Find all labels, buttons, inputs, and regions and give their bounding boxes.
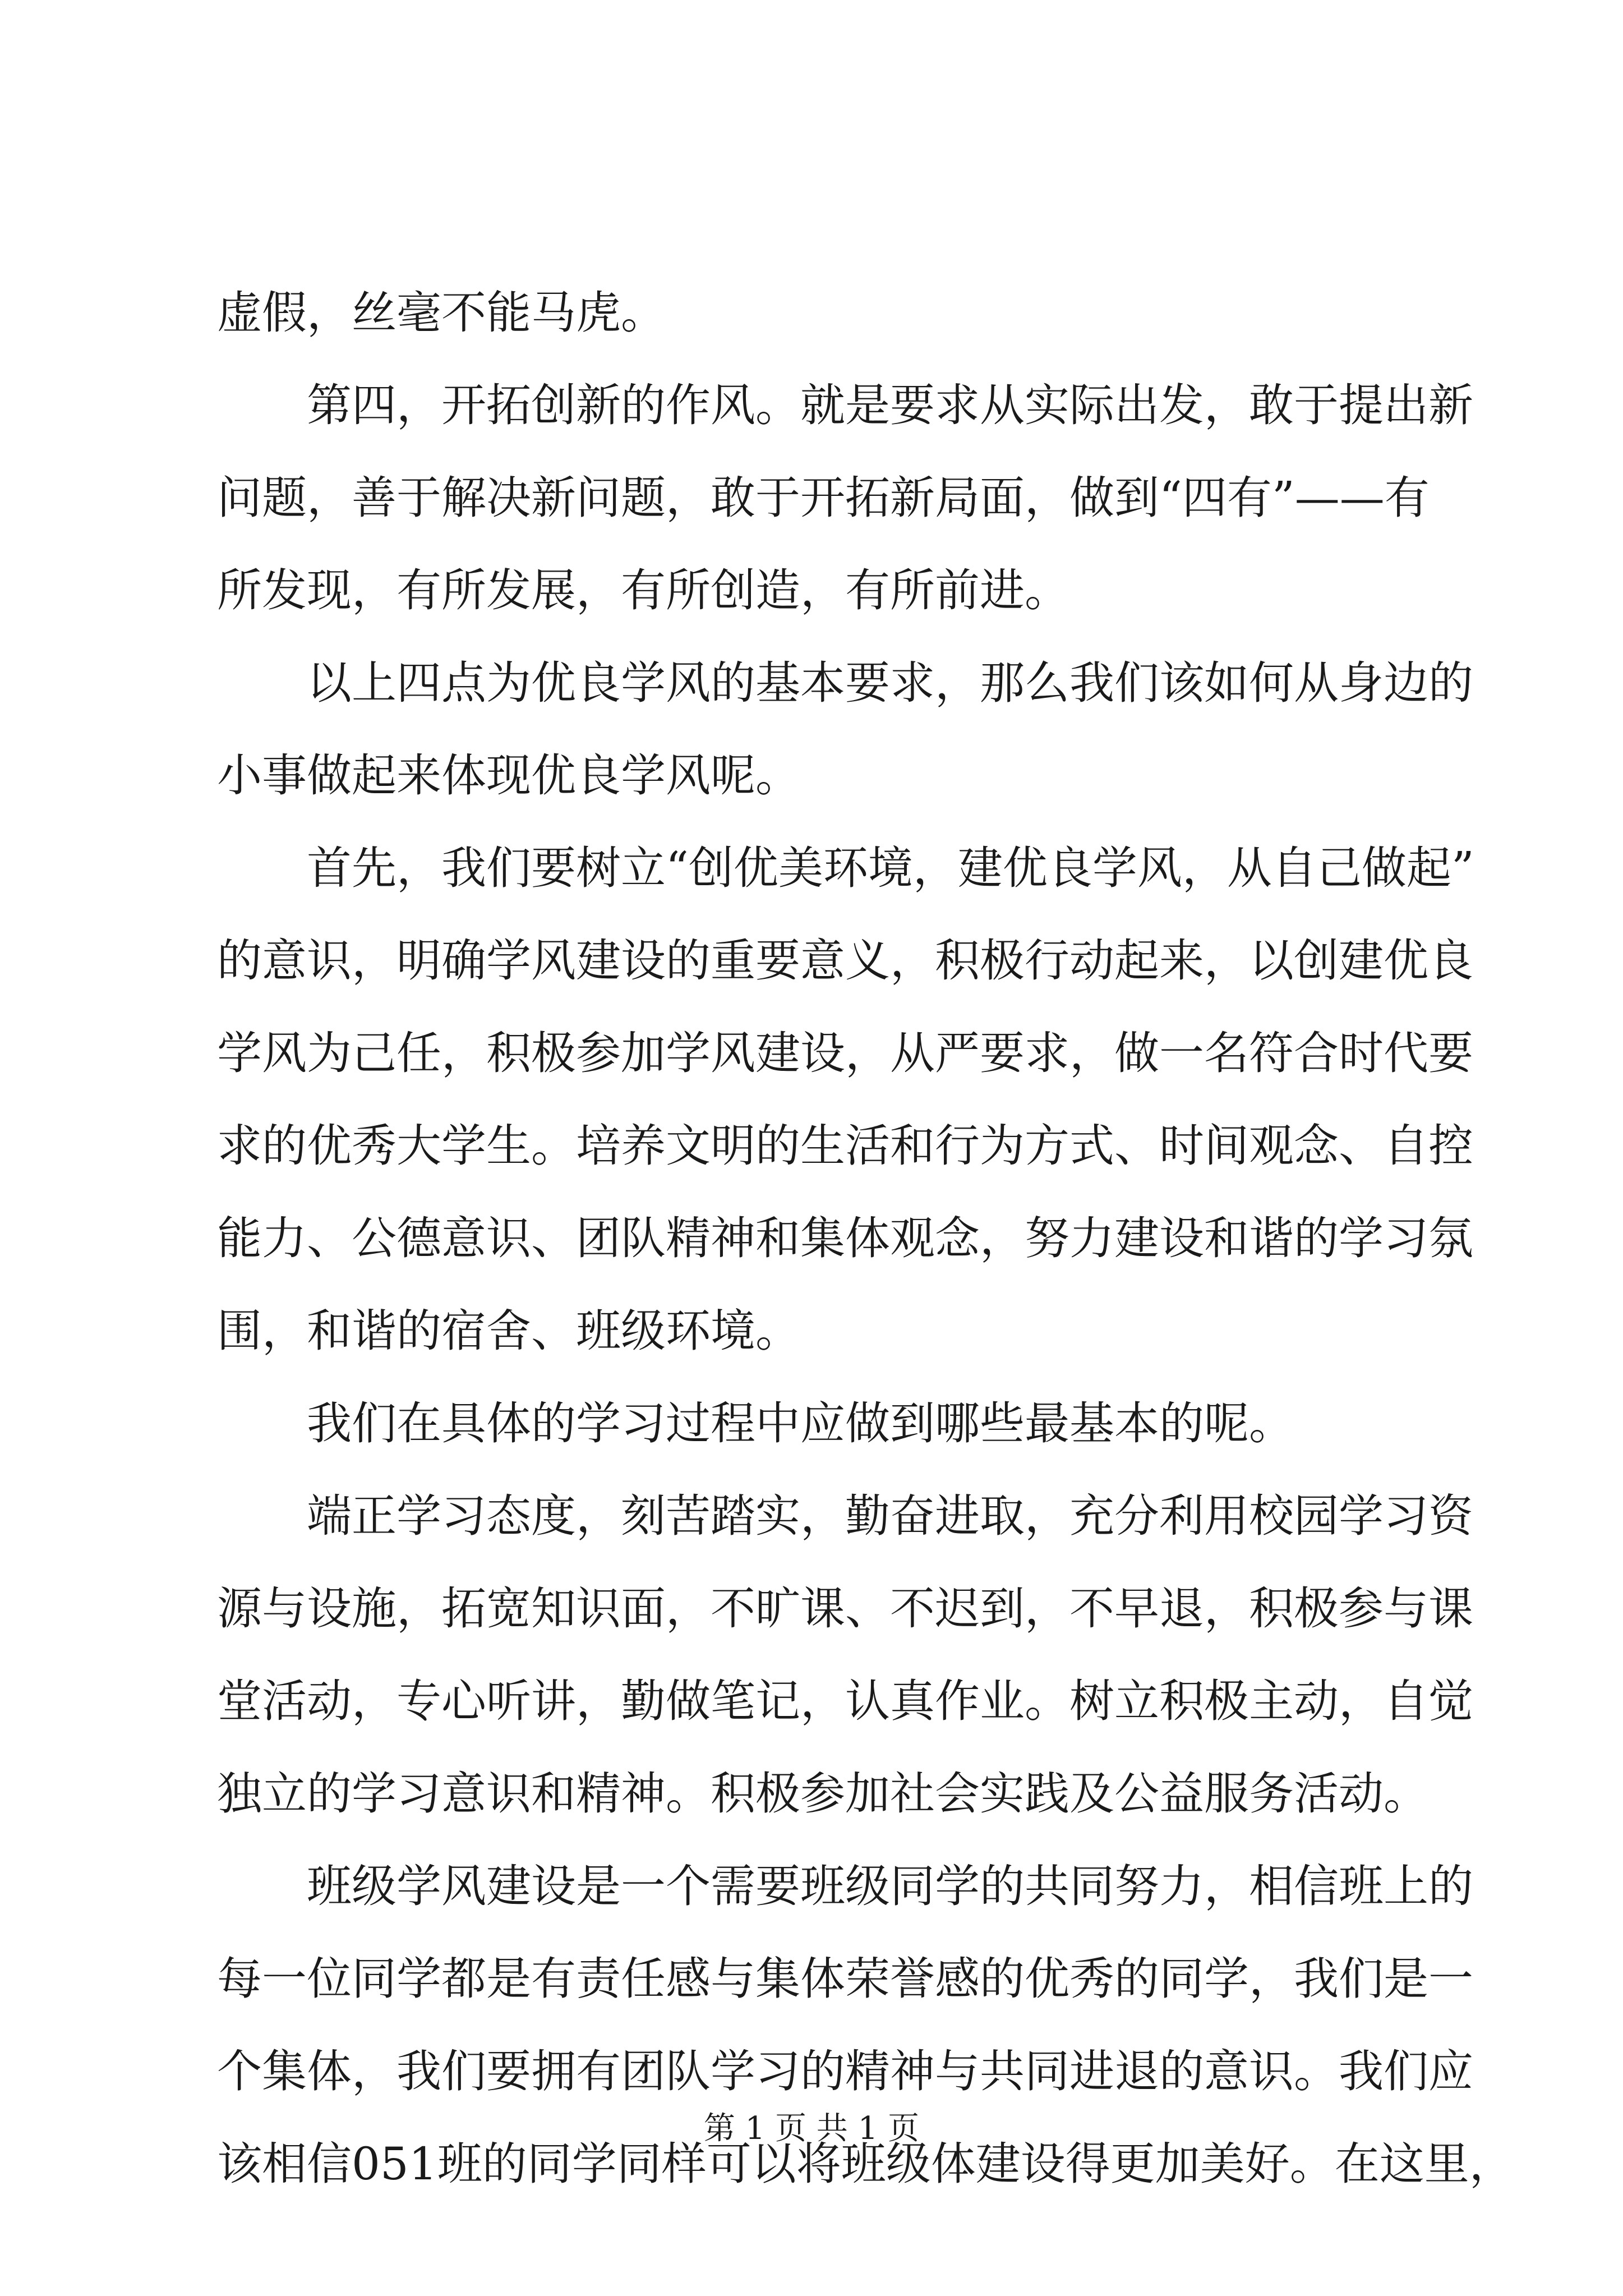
text-line: 以上四点为优良学风的基本要求，那么我们该如何从身边的 [307, 657, 1473, 709]
text-line: 能力、公德意识、团队精神和集体观念，努力建设和谐的学习氛 [217, 1212, 1473, 1264]
page-footer [0, 2106, 1623, 2151]
text-line: 的意识，明确学风建设的重要意义，积极行动起来，以创建优良 [217, 935, 1473, 987]
text-line: 虚假，丝毫不能马虎。 [217, 287, 666, 339]
text-line: 独立的学习意识和精神。积极参加社会实践及公益服务活动。 [217, 1768, 1428, 1820]
text-line: 班级学风建设是一个需要班级同学的共同努力，相信班上的 [307, 1860, 1473, 1912]
text-line: 所发现，有所发展，有所创造，有所前进。 [217, 564, 1069, 616]
text-line: 源与设施，拓宽知识面，不旷课、不迟到，不早退，积极参与课 [217, 1582, 1473, 1635]
page-number-label: 第 1 页 共 1 页 [703, 2110, 920, 2147]
text-line: 每一位同学都是有责任感与集体荣誉感的优秀的同学，我们是一 [217, 1953, 1473, 2005]
text-line: 个集体，我们要拥有团队学习的精神与共同进退的意识。我们应 [217, 2045, 1473, 2097]
text-line: 该相信051班的同学同样可以将班级体建设得更加美好。在这里， [217, 2138, 1514, 2190]
body-text [217, 266, 1514, 2210]
text-line: 小事做起来体现优良学风呢。 [217, 749, 800, 802]
text-line: 堂活动，专心听讲，勤做笔记，认真作业。树立积极主动，自觉 [217, 1675, 1473, 1727]
text-line: 围，和谐的宿舍、班级环境。 [217, 1305, 800, 1357]
text-line: 端正学习态度，刻苦踏实，勤奋进取，充分利用校园学习资 [307, 1490, 1473, 1542]
text-line: 首先，我们要树立“创优美环境，建优良学风，从自己做起” [307, 842, 1474, 894]
text-line: 求的优秀大学生。培养文明的生活和行为方式、时间观念、自控 [217, 1120, 1473, 1172]
text-line: 我们在具体的学习过程中应做到哪些最基本的呢。 [307, 1397, 1294, 1450]
text-line: 第四，开拓创新的作风。就是要求从实际出发，敢于提出新 [307, 379, 1473, 431]
text-line: 问题，善于解决新问题，敢于开拓新局面，做到“四有”——有 [217, 472, 1430, 524]
text-line: 学风为己任，积极参加学风建设，从严要求，做一名符合时代要 [217, 1027, 1473, 1079]
